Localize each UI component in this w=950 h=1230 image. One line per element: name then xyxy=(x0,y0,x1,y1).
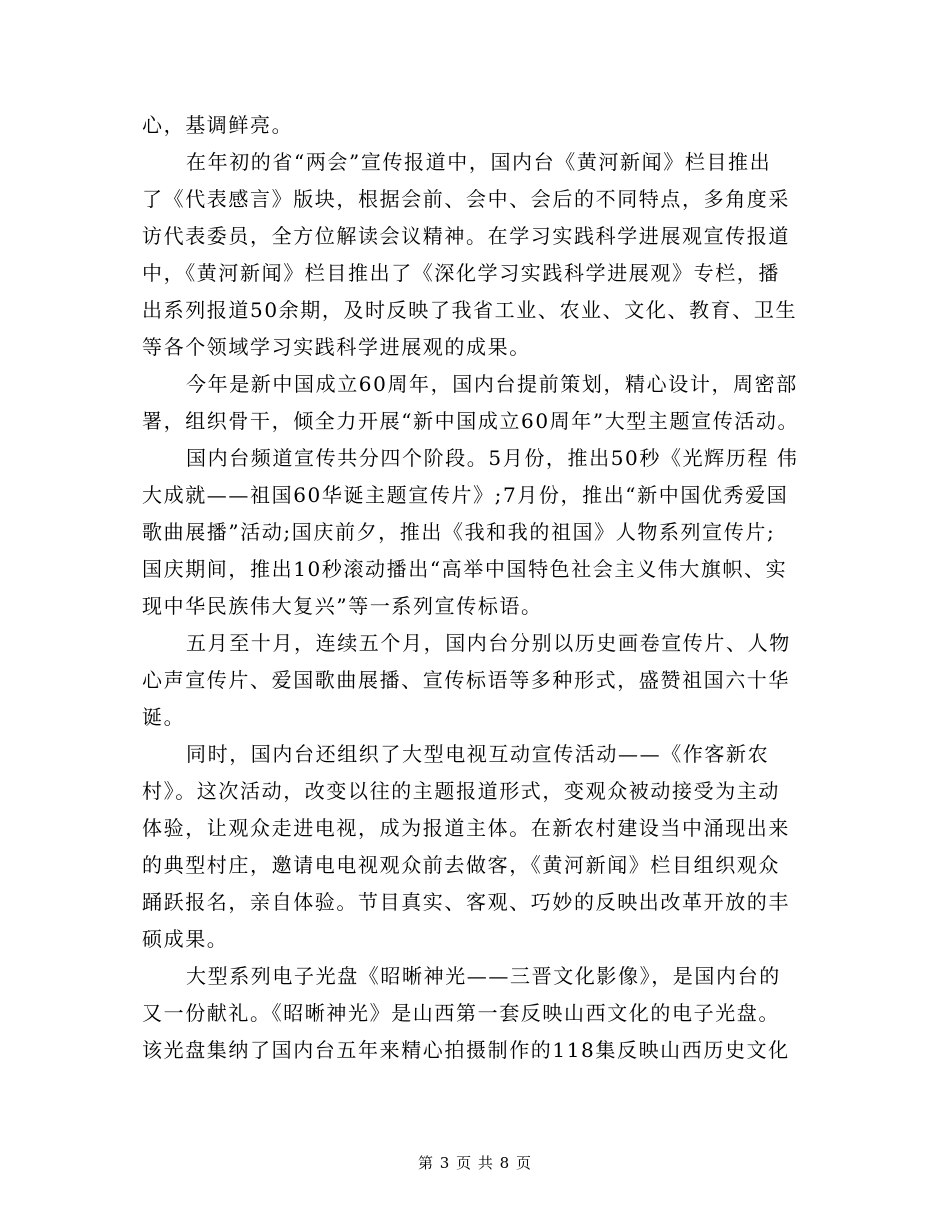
text-line: 今年是新中国成立60周年，国内台提前策划，精心设计，周密部 xyxy=(186,372,798,396)
text-line: 了《代表感言》版块，根据会前、会中、会后的不同特点，多角度采 xyxy=(142,187,790,211)
text-line: 等各个领域学习实践科学进展观的成果。 xyxy=(142,335,531,359)
text-line: 诞。 xyxy=(142,705,186,729)
page-footer: 第 3 页 共 8 页 xyxy=(418,1154,532,1172)
text-line: 体验，让观众走进电视，成为报道主体。在新农村建设当中涌现出来 xyxy=(142,816,790,840)
text-line: 歌曲展播”活动;国庆前夕，推出《我和我的祖国》人物系列宣传片; xyxy=(142,520,776,544)
text-line: 署，组织骨干，倾全力开展“新中国成立60周年”大型主题宣传活动。 xyxy=(142,409,800,433)
text-line: 同时，国内台还组织了大型电视互动宣传活动——《作客新农 xyxy=(186,742,770,766)
text-line: 在年初的省“两会”宣传报道中，国内台《黄河新闻》栏目推出 xyxy=(186,150,772,174)
text-line: 硕成果。 xyxy=(142,927,229,951)
text-line: 现中华民族伟大复兴”等一系列宣传标语。 xyxy=(142,594,543,618)
document-body xyxy=(142,107,822,1069)
text-line: 出系列报道50余期，及时反映了我省工业、农业、文化、教育、卫生 xyxy=(142,298,798,322)
text-line: 国内台频道宣传共分四个阶段。5月份，推出50秒《光辉历程 伟 xyxy=(186,446,799,470)
text-line: 大型系列电子光盘《昭晰神光——三晋文化影像》，是国内台的 xyxy=(186,964,781,988)
text-line: 的典型村庄，邀请电电视观众前去做客，《黄河新闻》栏目组织观众 xyxy=(142,853,780,877)
text-line: 村》。这次活动，改变以往的主题报道形式，变观众被动接受为主动 xyxy=(142,779,780,803)
text-line: 国庆期间，推出10秒滚动播出“高举中国特色社会主义伟大旗帜、实 xyxy=(142,557,788,581)
text-line: 心，基调鲜亮。 xyxy=(142,113,294,137)
text-line: 该光盘集纳了国内台五年来精心拍摄制作的118集反映山西历史文化 xyxy=(142,1038,790,1062)
text-line: 心声宣传片、爱国歌曲展播、宣传标语等多种形式，盛赞祖国六十华 xyxy=(142,668,790,692)
text-line: 五月至十月，连续五个月，国内台分别以历史画卷宣传片、人物 xyxy=(186,631,791,655)
text-line: 访代表委员，全方位解读会议精神。在学习实践科学进展观宣传报道 xyxy=(142,224,790,248)
text-line: 踊跃报名，亲自体验。节目真实、客观、巧妙的反映出改革开放的丰 xyxy=(142,890,790,914)
text-line: 又一份献礼。《昭晰神光》是山西第一套反映山西文化的电子光盘。 xyxy=(142,1001,780,1025)
text-lines xyxy=(142,107,822,1069)
text-line: 大成就——祖国60华诞主题宣传片》;7月份，推出“新中国优秀爱国 xyxy=(142,483,789,507)
text-line: 中，《黄河新闻》栏目推出了《深化学习实践科学进展观》专栏，播 xyxy=(142,261,780,285)
